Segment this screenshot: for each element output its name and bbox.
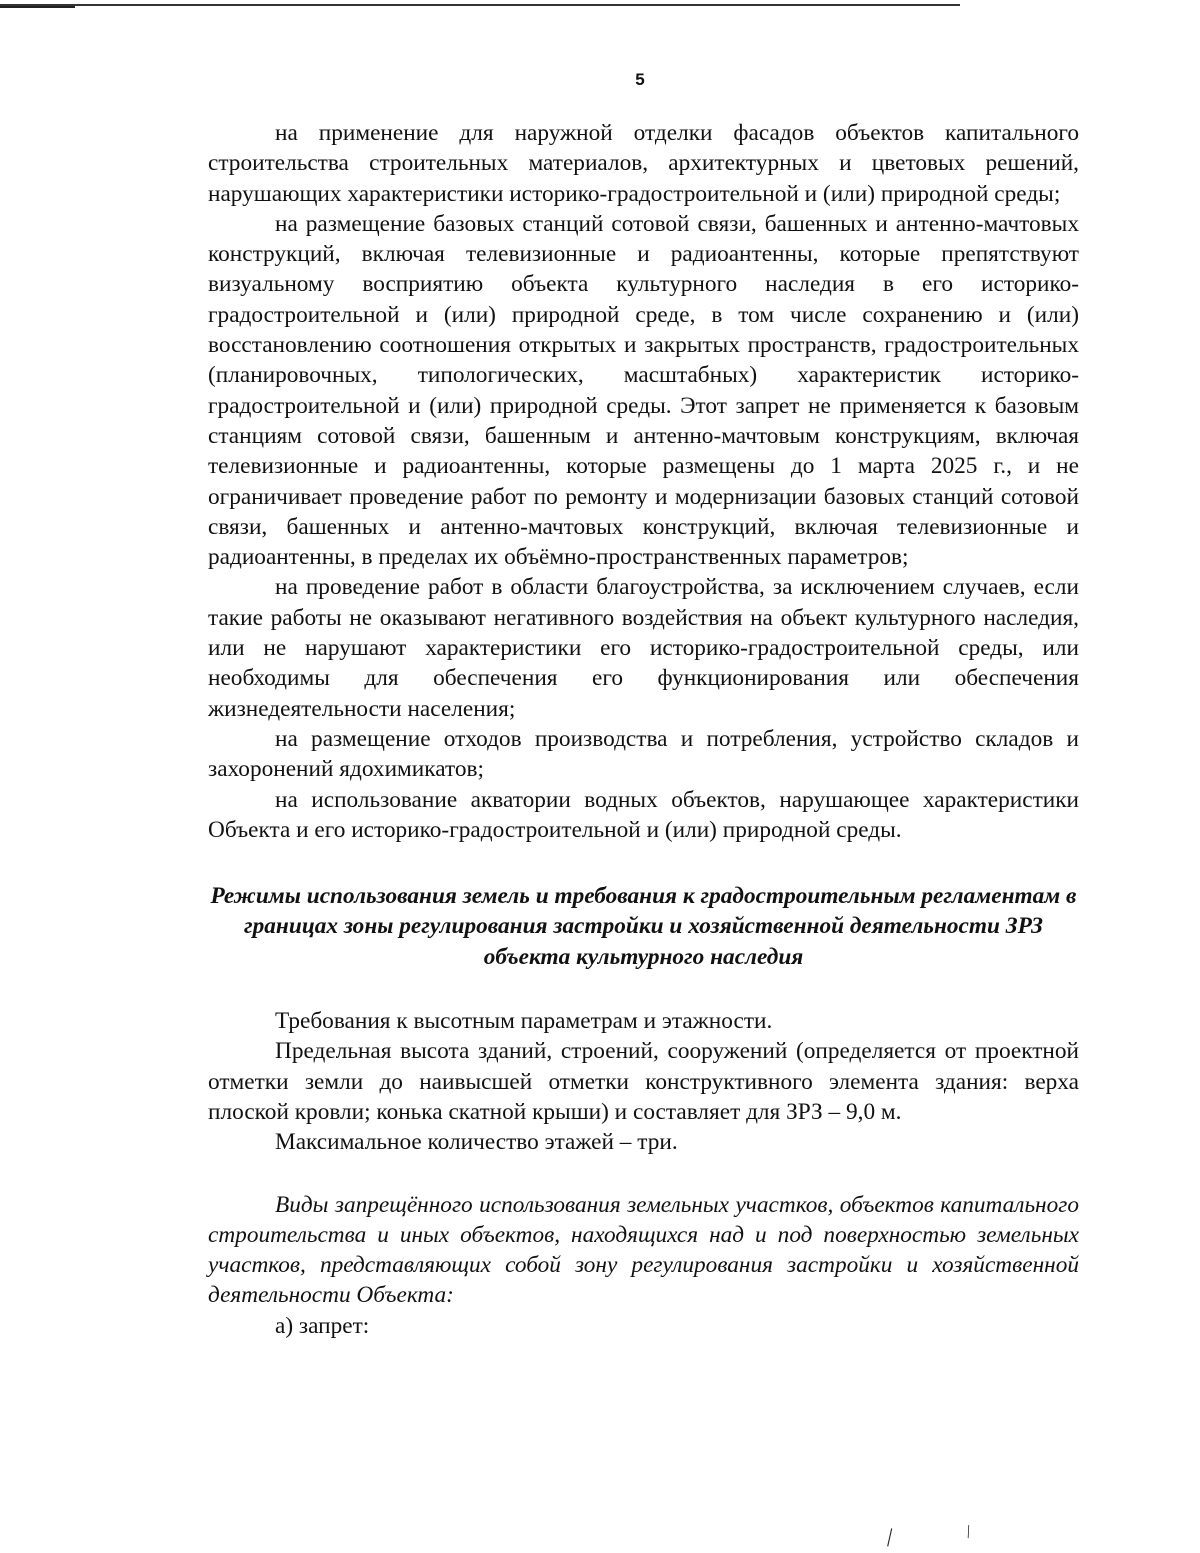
section-heading: Режимы использования земель и требования к градостроительным регламентам в границах зоны регулирования застройки и хозяйственной деятельности ЗРЗ объекта культурного наследия [210, 883, 1077, 970]
page-number: 5 [635, 70, 645, 89]
scan-artifact-mark: ╲ [880, 1529, 898, 1547]
prohibited-uses-intro: Виды запрещённого использования земельных участков, объектов капитального строительства и иных объектов, находящихся над и под поверхностью земельных участков, представляющих собой зону регулирования застройки и хозяйственной деятельности Объекта: [208, 1191, 1079, 1309]
document-body [208, 118, 1079, 1341]
item-a: а) запрет: [275, 1312, 370, 1339]
paragraph-facade-materials: на применение для наружной отделки фасадов объектов капитального строительства строительных материалов, архитектурных и цветовых решений, нарушающих характеристики историко-градостроительной и (или) природной среды; [208, 120, 1079, 207]
scan-top-edge-line [0, 4, 960, 6]
height-limit-paragraph: Предельная высота зданий, строений, сооружений (определяется от проектной отметки земли до наивысшей отметки конструктивного элемента здания: верха плоской кровли; конька скатной крыши) и составляет для ЗРЗ – 9,0 м. [208, 1038, 1079, 1125]
paragraph-water-area: на использование акватории водных объектов, нарушающее характеристики Объекта и его историко-градостроительной и (или) природной среды. [208, 786, 1079, 843]
paragraph-waste: на размещение отходов производства и потребления, устройство складов и захоронений ядохимикатов; [208, 725, 1079, 783]
paragraph-landscaping: на проведение работ в области благоустройства, за исключением случаев, если такие работы не оказывают негативного воздействия на объект культурного наследия, или не нарушают характеристики его историко-градостроительной среды, или необходимы для обеспечения его функционирования или обеспечения жизнедеятельности населения; [208, 574, 1079, 722]
scan-artifact-mark: ╲ [962, 1526, 974, 1539]
paragraph-cell-stations: на размещение базовых станций сотовой связи, башенных и антенно-мачтовых конструкций, включая телевизионные и радиоантенны, которые препятствуют визуальному восприятию объекта культурного наследия в его историко-градостроительной и (или) природной среде, в том числе сохранению и (или) восстановлению соотношения открытых и закрытых пространств, градостроительных (планировочных, типологических, масштабных) характеристик историко-градостроительной и (или) природной среды. Этот запрет не применяется к базовым станциям сотовой связи, башенным и антенно-мачтовым конструкциям, включая телевизионные и радиоантенны, которые размещены до 1 марта 2025 г., и не ограничивает проведение работ по ремонту и модернизации базовых станций сотовой связи, башенных и антенно-мачтовых конструкций, включая телевизионные и радиоантенны, в пределах их объёмно-пространственных параметров; [208, 210, 1079, 571]
scan-top-edge-mark [0, 6, 75, 8]
floors-limit-paragraph: Максимальное количество этажей – три. [275, 1129, 678, 1156]
requirements-title: Требования к высотным параметрам и этажности. [275, 1008, 773, 1035]
